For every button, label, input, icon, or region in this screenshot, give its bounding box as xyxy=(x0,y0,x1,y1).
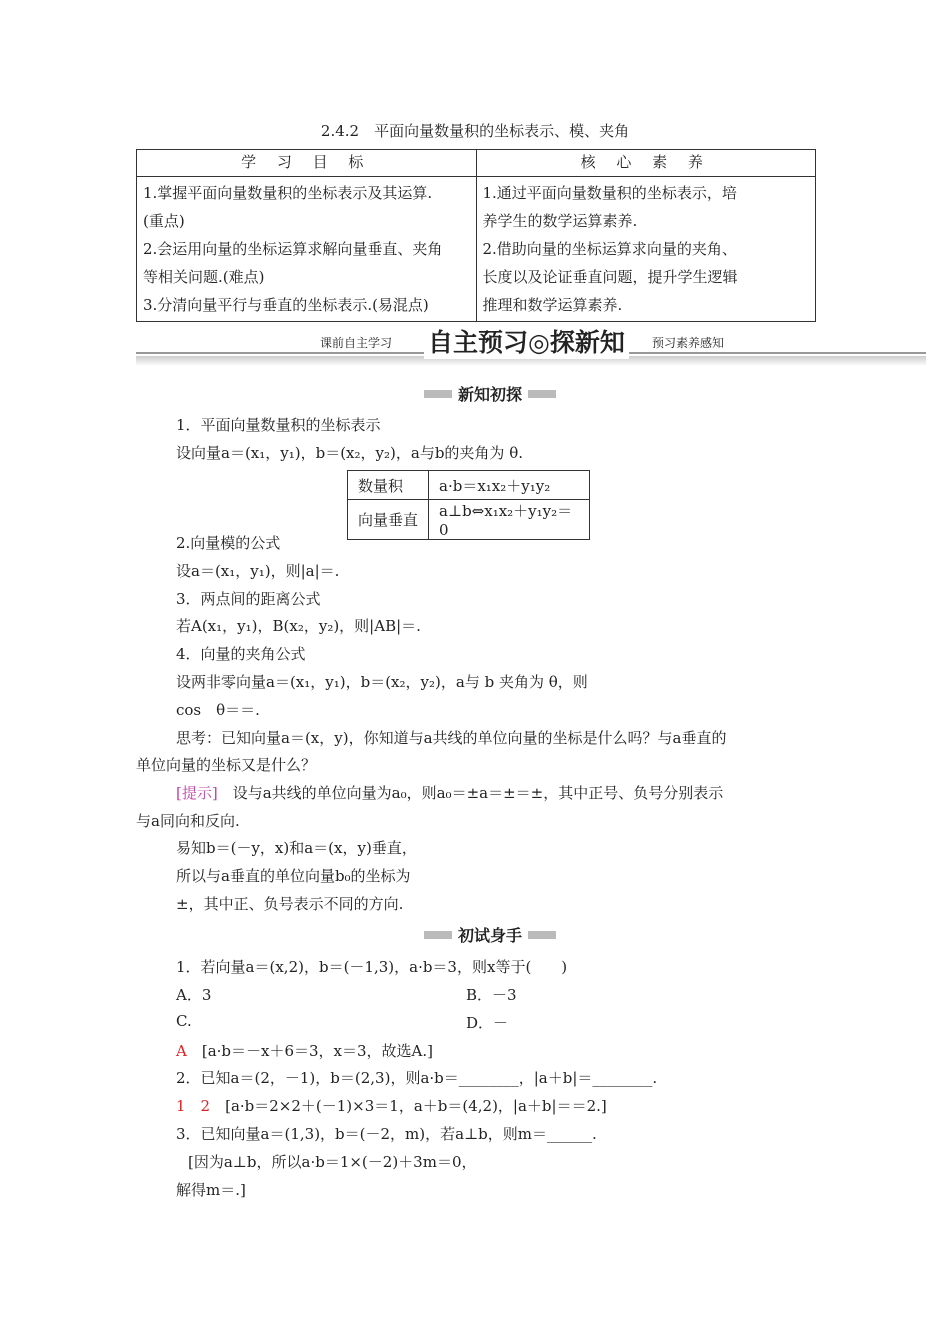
answer-1: A [a·b＝－x＋6＝3，x＝3，故选A.] xyxy=(176,1042,434,1060)
answer-3: [因为a⊥b，所以a·b＝1×(－2)＋3m＝0， xyxy=(188,1153,477,1171)
goals-table xyxy=(136,149,816,322)
formula-label: 向量垂直 xyxy=(348,500,429,540)
goals-left-cell xyxy=(137,177,477,322)
text-line: cos θ＝＝. xyxy=(176,701,260,719)
goals-header-right: 核 心 素 养 xyxy=(476,150,816,177)
text-line: 3．两点间的距离公式 xyxy=(176,590,321,608)
goal-line: 2.会运用向量的坐标运算求解向量垂直、夹角 xyxy=(143,240,443,258)
text-line: 设两非零向量a＝(x₁，y₁)，b＝(x₂，y₂)，a与 b 夹角为 θ，则 xyxy=(176,673,588,691)
hint-label: [提示] xyxy=(176,784,218,802)
literacy-line: 养学生的数学运算素养. xyxy=(482,212,638,230)
section-heading-new-knowledge: 新知初探 xyxy=(424,382,556,404)
text-line: 设a＝(x₁，y₁)，则|a|＝. xyxy=(176,562,340,580)
answer-3-cont: 解得m＝.] xyxy=(176,1181,246,1199)
banner-left-label: 课前自主学习 xyxy=(316,334,396,351)
option-c: C. xyxy=(176,1012,192,1030)
text-line: 1．平面向量数量积的坐标表示 xyxy=(176,416,381,434)
goal-line: 3.分清向量平行与垂直的坐标表示.(易混点) xyxy=(143,296,429,314)
option-d: D．－ xyxy=(466,1014,509,1032)
text-line: 易知b＝(－y，x)和a＝(x，y)垂直， xyxy=(176,839,417,857)
banner-right-label: 预习素养感知 xyxy=(648,334,728,351)
literacy-line: 1.通过平面向量数量积的坐标表示，培 xyxy=(482,184,737,202)
goals-header-left: 学 习 目 标 xyxy=(137,150,477,177)
text-line: 若A(x₁，y₁)，B(x₂，y₂)，则|AB|＝. xyxy=(176,617,421,635)
text-line: 设向量a＝(x₁，y₁)，b＝(x₂，y₂)，a与b的夹角为 θ. xyxy=(176,444,523,462)
literacy-line: 长度以及论证垂直问题，提升学生逻辑 xyxy=(482,268,738,286)
literacy-line: 推理和数学运算素养. xyxy=(482,296,623,314)
answer-2: 1 2 [a·b＝2×2＋(－1)×3＝1，a＋b＝(4,2)，|a＋b|＝＝2.] xyxy=(176,1097,607,1115)
page-title: 2.4.2 平面向量数量积的坐标表示、模、夹角 xyxy=(320,122,630,140)
goal-line: 1.掌握平面向量数量积的坐标表示及其运算. xyxy=(143,184,433,202)
hint-line: [提示] 设与a共线的单位向量为a₀，则a₀＝±a＝±＝±，其中正号、负号分别表示 xyxy=(176,784,724,802)
question-2: 2．已知a＝(2，－1)，b＝(2,3)，则a·b＝________，|a＋b|＝________. xyxy=(176,1069,658,1087)
formula-table xyxy=(347,470,590,540)
text-line: 所以与a垂直的单位向量b₀的坐标为 xyxy=(176,867,411,885)
option-b: B．－3 xyxy=(466,986,517,1004)
text-line: 与a同向和反向. xyxy=(136,812,240,830)
goal-line: (重点) xyxy=(143,212,185,230)
question-1: 1．若向量a＝(x,2)，b＝(－1,3)，a·b＝3，则x等于( ) xyxy=(176,958,568,976)
text-line: 单位向量的坐标又是什么？ xyxy=(136,756,317,774)
goals-right-cell xyxy=(476,177,816,322)
section-heading-trial: 初试身手 xyxy=(424,923,556,945)
option-a: A．3 xyxy=(176,986,212,1004)
text-line: ±，其中正、负号表示不同的方向. xyxy=(176,895,404,913)
text-line: 4．向量的夹角公式 xyxy=(176,645,306,663)
section-banner xyxy=(136,326,926,366)
text-line: 2.向量模的公式 xyxy=(176,534,281,552)
goal-line: 等相关问题.(难点) xyxy=(143,268,265,286)
literacy-line: 2.借助向量的坐标运算求向量的夹角、 xyxy=(482,240,737,258)
formula-label: 数量积 xyxy=(348,471,429,500)
formula-value: a·b＝x₁x₂＋y₁y₂ xyxy=(429,471,590,500)
banner-title: 自主预习◎探新知 xyxy=(424,323,629,359)
text-line: 思考：已知向量a＝(x，y)，你知道与a共线的单位向量的坐标是什么吗？与a垂直的 xyxy=(176,729,727,747)
formula-value: a⊥b⇔x₁x₂＋y₁y₂＝0 xyxy=(429,500,590,540)
question-3: 3．已知向量a＝(1,3)，b＝(－2，m)，若a⊥b，则m＝______. xyxy=(176,1125,597,1143)
